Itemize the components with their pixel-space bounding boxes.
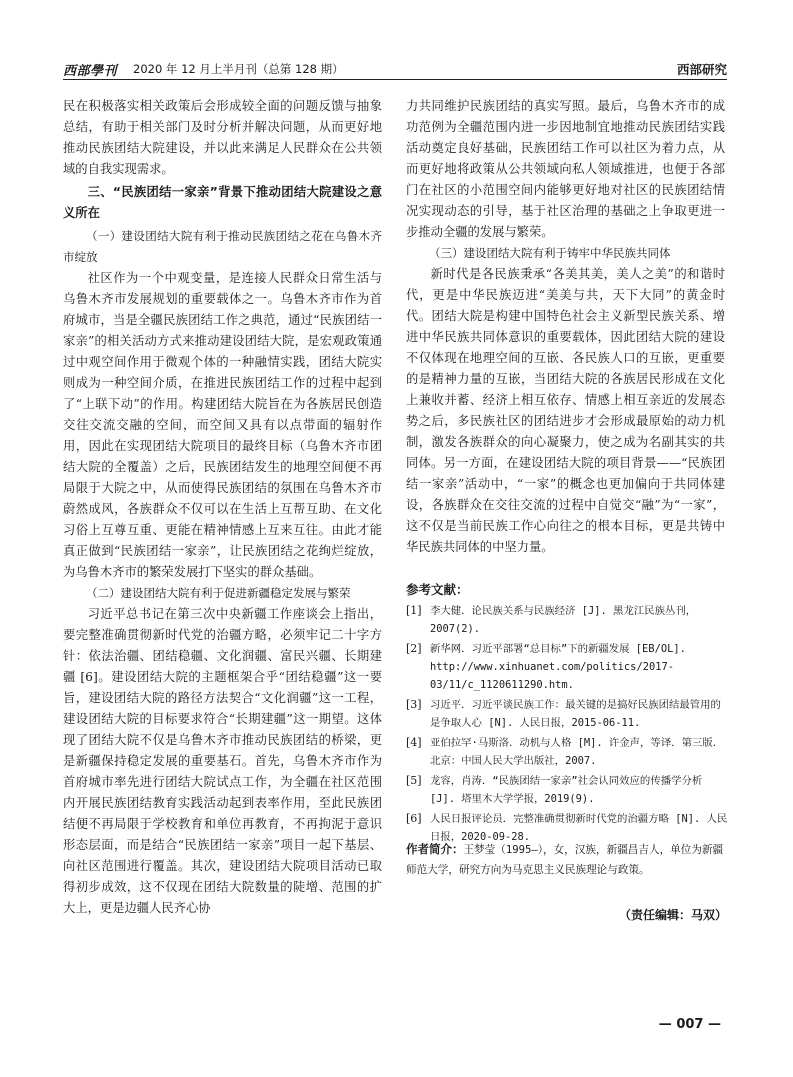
author-bio-text: 王梦莹（1995—），女，汉族，新疆昌吉人，单位为新疆师范大学，研究方向为马克思主义民族理论与政策。 bbox=[406, 844, 724, 876]
paragraph: 民在积极落实相关政策后会形成较全面的问题反馈与抽象总结，有助于相关部门及时分析并解决问题，从而更好地推动民族团结大院建设，并以此来满足人民群众在公共领域的自我实现需求。 bbox=[63, 99, 382, 176]
reference-number: [1] bbox=[406, 604, 422, 617]
reference-number: [2] bbox=[406, 642, 422, 655]
author-bio-label: 作者简介： bbox=[406, 842, 464, 856]
page-number: — 007 — bbox=[658, 1017, 721, 1032]
section-name: 西部研究 bbox=[676, 62, 727, 77]
right-column bbox=[406, 96, 725, 558]
references-list bbox=[406, 602, 728, 848]
references-title: 参考文献： bbox=[406, 582, 469, 597]
reference-text: 亚伯拉罕·马斯洛．动机与人格 [M]. 许金声，等译．第三版．北京：中国人民大学出版社，2007. bbox=[430, 737, 724, 767]
subsection-heading: （三）建设团结大院有利于铸牢中华民族共同体 bbox=[429, 246, 671, 260]
paragraph: 社区作为一个中观变量，是连接人民群众日常生活与乌鲁木齐市发展规划的重要载体之一。乌鲁木齐市作为首府城市，当是全疆民族团结工作之典范，通过“民族团结一家亲”的相关活动方式来推动建设团结大院，是宏观政策通过中观空间作用于微观个体的一种融情实践，团结大院实则成为一种空间介质，在推进民族团结工作的过程中起到了“上联下动”的作用。构建团结大院旨在为各族居民创造交往交流交融的空间，而空间又具有以点带面的辐射作用，因此在实现团结大院项目的最终目标（乌鲁木齐市团结大院的全覆盖）之后，民族团结发生的地理空间便不再局限于大院之中，从而使得民族团结的氛围在乌鲁木齐市蔚然成风，各族群众不仅可以在生活上互帮互助、在文化习俗上互尊互重、更能在精神情感上互来互往。由此才能真正做到“民族团结一家亲”，让民族团结之花绚烂绽放，为乌鲁木齐市的繁荣发展打下坚实的群众基础。 bbox=[63, 271, 382, 579]
author-bio bbox=[406, 840, 728, 880]
section-heading: 三、“民族团结一家亲”背景下推动团结大院建设之意义所在 bbox=[63, 185, 382, 220]
reference-number: [4] bbox=[406, 736, 422, 749]
reference-number: [5] bbox=[406, 774, 422, 787]
responsible-editor: （责任编辑：马双） bbox=[618, 908, 727, 922]
reference-item bbox=[406, 640, 728, 694]
paragraph: 习近平总书记在第三次中央新疆工作座谈会上指出，要完整准确贯彻新时代党的治疆方略，必须牢记二十字方针：依法治疆、团结稳疆、文化润疆、富民兴疆、长期建疆 [6]。建设团结大院的主题框架合乎“团结稳疆”这一要旨，建设团结大院的路径方法契合“文化润疆”这一工程，建设团结大院的目标要求符合“长期建疆”这一期望。这体现了团结大院不仅是乌鲁木齐市推动民族团结的桥梁，更是新疆保持稳定发展的重要基石。首先，乌鲁木齐市作为首府城市率先进行团结大院试点工作，为全疆在社区范围内开展民族团结教育实践活动起到表率作用，至此民族团结便不再局限于学校教育和单位再教育，不再拘泥于意识形态层面，而是结合“民族团结一家亲”项目一起下基层、向社区范围进行覆盖。其次，建设团结大院项目活动已取得初步成效，这不仅现在团结大院数量的陡增、范围的扩大上，更是边疆人民齐心协 bbox=[63, 607, 382, 915]
reference-text: 新华网．习近平部署“总目标”下的新疆发展 [EB/OL]. http://www.xinhuanet.com/politics/2017-03/11/c_1120611290.htm. bbox=[430, 643, 686, 691]
subsection-heading: （二）建设团结大院有利于促进新疆稳定发展与繁荣 bbox=[86, 586, 351, 600]
reference-number: [6] bbox=[406, 812, 422, 825]
journal-logo: 西部學刊 bbox=[63, 64, 118, 79]
reference-text: 习近平．习近平谈民族工作：最关键的是搞好民族团结最管用的是争取人心 [N]. 人民日报，2015-06-11. bbox=[430, 699, 721, 729]
reference-item bbox=[406, 772, 728, 808]
reference-item bbox=[406, 696, 728, 732]
reference-item bbox=[406, 602, 728, 638]
reference-text: 龙容，肖涛．“民族团结一家亲”社会认同效应的传播学分析 [J]. 塔里木大学学报，2019(9). bbox=[430, 775, 703, 805]
reference-text: 人民日报评论员．完整准确贯彻新时代党的治疆方略 [N]. 人民日报，2020-09-28. bbox=[430, 813, 728, 843]
running-header bbox=[63, 58, 727, 80]
reference-number: [3] bbox=[406, 698, 422, 711]
paragraph: 新时代是各民族秉承“各美其美，美人之美”的和谐时代，更是中华民族迈进“美美与共，天下大同”的黄金时代。团结大院是构建中国特色社会主义新型民族关系、增进中华民族共同体意识的重要载体，因此团结大院的建设不仅体现在地理空间的互嵌、各民族人口的互嵌，更重要的是精神力量的互嵌，当团结大院的各族居民形成在文化上兼收并蓄、经济上相互依存、情感上相互亲近的发展态势之后，多民族社区的团结进步才会形成最原始的动力机制，激发各族群众的向心凝聚力，使之成为名副其实的共同体。另一方面，在建设团结大院的项目背景——“民族团结一家亲”活动中，“一家”的概念也更加偏向于共同体建设，各族群众在交往交流的过程中自觉交“融”为“一家”，这不仅是当前民族工作心向往之的根本目标，更是共铸中华民族共同体的中坚力量。 bbox=[406, 267, 725, 554]
left-column bbox=[63, 96, 382, 919]
subsection-heading: （一）建设团结大院有利于推动民族团结之花在乌鲁木齐市绽放 bbox=[63, 229, 382, 264]
header-rule bbox=[63, 79, 727, 80]
paragraph: 力共同维护民族团结的真实写照。最后，乌鲁木齐市的成功范例为全疆范围内进一步因地制宜地推动民族团结实践活动奠定良好基础，民族团结工作可以社区为着力点，从而更好地将政策从公共领域向私人领域推进，也便于各部门在社区的小范围空间内能够更好地对社区的民族团结情况实现动态的引导，基于社区治理的基础之上争取更进一步推动全疆的发展与繁荣。 bbox=[406, 99, 725, 239]
issue-info: 2020 年 12 月上半月刊（总第 128 期） bbox=[133, 62, 344, 76]
reference-item bbox=[406, 734, 728, 770]
reference-text: 李大健．论民族关系与民族经济 [J]. 黑龙江民族丛刊，2007(2). bbox=[430, 605, 697, 635]
